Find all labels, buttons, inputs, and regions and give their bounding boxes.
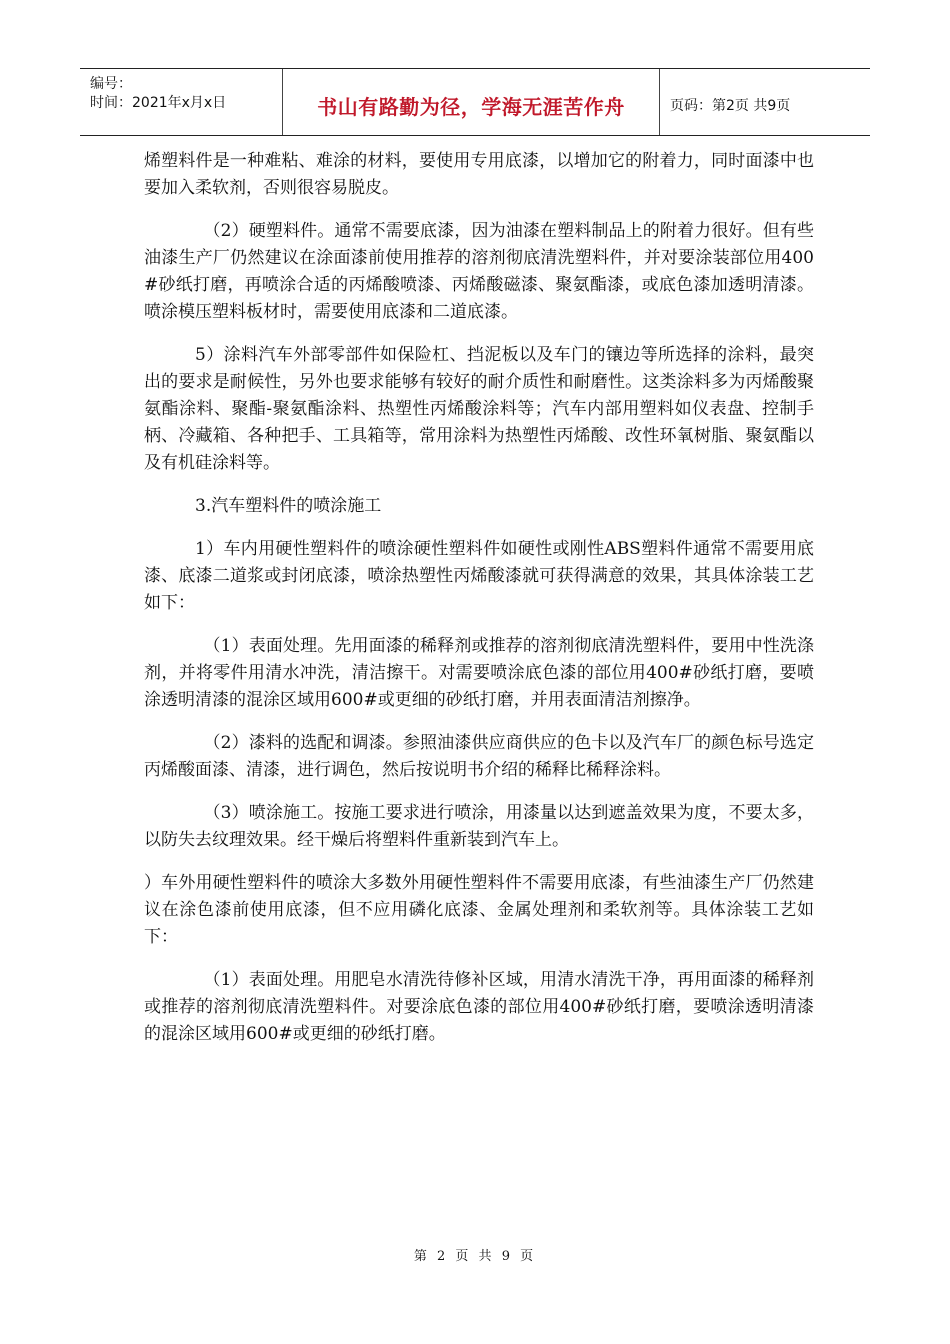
header-table (80, 68, 870, 136)
header-page-info: 页码：第2页 共9页 (670, 98, 791, 114)
paragraph: 1）车内用硬性塑料件的喷涂硬性塑料件如硬性或刚性ABS塑料件通常不需要用底漆、底漆二道浆或封闭底漆，喷涂热塑性丙烯酸漆就可获得满意的效果，其具体涂装工艺如下： (144, 539, 814, 613)
header-meta (80, 69, 283, 135)
paragraph: （1）表面处理。用肥皂水清洗待修补区域，用清水清洗干净，再用面漆的稀释剂或推荐的溶剂彻底清洗塑料件。对要涂底色漆的部位用400#砂纸打磨，要喷涂透明清漆的混涂区域用600#或更细的砂纸打磨。 (144, 970, 814, 1044)
paragraph: （3）喷涂施工。按施工要求进行喷涂，用漆量以达到遮盖效果为度，不要太多，以防失去纹理效果。经干燥后将塑料件重新装到汽车上。 (144, 803, 814, 850)
page-footer: 第 2 页 共 9 页 (413, 1249, 537, 1264)
header-motto-cell (283, 69, 660, 135)
motto: 书山有路勤为径，学海无涯苦作舟 (317, 94, 625, 119)
paragraph: 烯塑料件是一种难粘、难涂的材料，要使用专用底漆，以增加它的附着力，同时面漆中也要加入柔软剂，否则很容易脱皮。 (144, 151, 814, 198)
paragraph: （2）漆料的选配和调漆。参照油漆供应商供应的色卡以及汽车厂的颜色标号选定丙烯酸面漆、清漆，进行调色，然后按说明书介绍的稀释比稀释涂料。 (144, 733, 814, 780)
document-date: 时间：2021年x月x日 (90, 95, 227, 111)
document-body (144, 148, 814, 1064)
paragraph: （1）表面处理。先用面漆的稀释剂或推荐的溶剂彻底清洗塑料件，要用中性洗涤剂，并将零件用清水冲洗，清洁擦干。对需要喷涂底色漆的部位用400#砂纸打磨，要喷涂透明清漆的混涂区域用600#或更细的砂纸打磨，并用表面清洁剂擦净。 (144, 636, 814, 710)
document-number: 编号： (90, 76, 132, 92)
paragraph: 5）涂料汽车外部零部件如保险杠、挡泥板以及车门的镶边等所选择的涂料，最突出的要求是耐候性，另外也要求能够有较好的耐介质性和耐磨性。这类涂料多为丙烯酸聚氨酯涂料、聚酯-聚氨酯涂料、热塑性丙烯酸涂料等；汽车内部用塑料如仪表盘、控制手柄、冷藏箱、各种把手、工具箱等，常用涂料为热塑性丙烯酸、改性环氧树脂、聚氨酯以及有机硅涂料等。 (144, 345, 814, 473)
paragraph: ）车外用硬性塑料件的喷涂大多数外用硬性塑料件不需要用底漆，有些油漆生产厂仍然建议在涂色漆前使用底漆，但不应用磷化底漆、金属处理剂和柔软剂等。具体涂装工艺如下： (144, 873, 814, 947)
paragraph: （2）硬塑料件。通常不需要底漆，因为油漆在塑料制品上的附着力很好。但有些油漆生产厂仍然建议在涂面漆前使用推荐的溶剂彻底清洗塑料件，并对要涂装部位用400#砂纸打磨，再喷涂合适的丙烯酸喷漆、丙烯酸磁漆、聚氨酯漆，或底色漆加透明清漆。喷涂模压塑料板材时，需要使用底漆和二道底漆。 (144, 221, 814, 322)
section-heading: 3.汽车塑料件的喷涂施工 (195, 496, 382, 516)
